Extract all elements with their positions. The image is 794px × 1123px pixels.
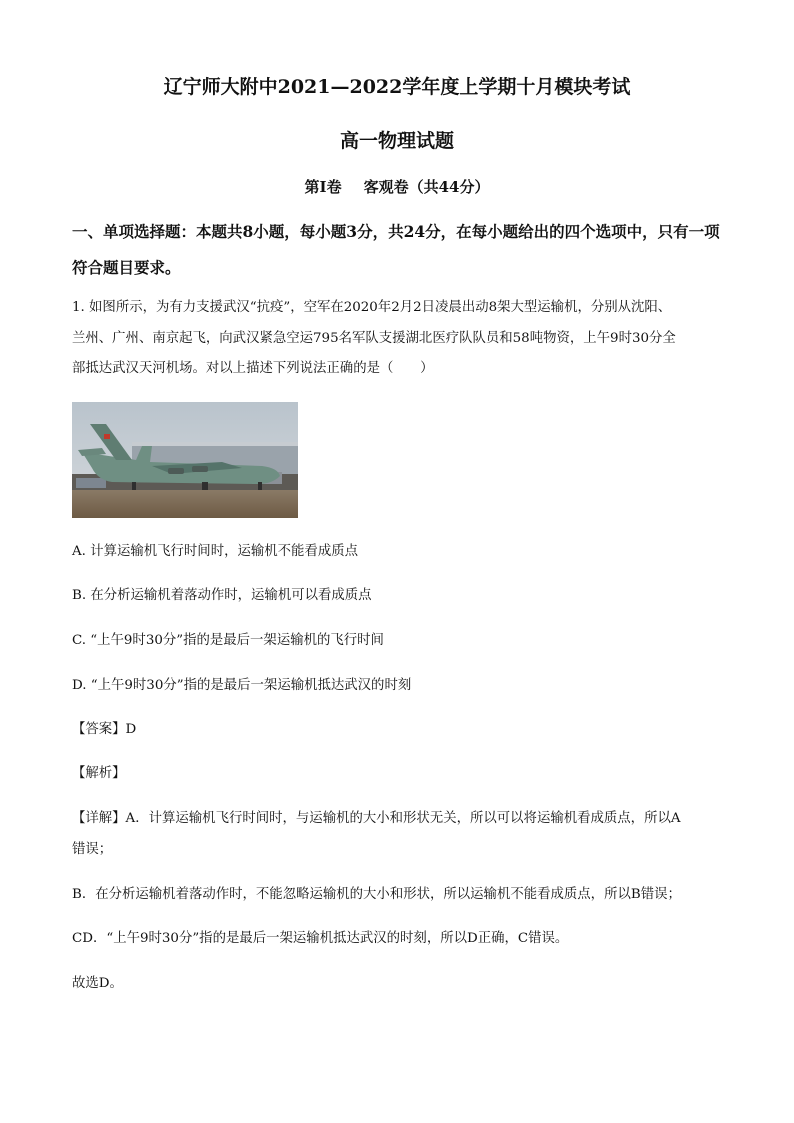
aircraft-image [72, 402, 298, 518]
question-stem-line: 部抵达武汉天河机场。对以上描述下列说法正确的是（ ） [72, 361, 434, 376]
analysis-label: 【解析】 [72, 766, 126, 781]
option-c: C. “上午9时30分”指的是最后一架运输机的飞行时间 [72, 633, 384, 648]
detail-line: CD．“上午9时30分”指的是最后一架运输机抵达武汉的时刻，所以D正确，C错误。 [72, 931, 569, 946]
answer: 【答案】D [72, 722, 137, 737]
volume-name: 客观卷（共44分） [363, 178, 490, 196]
exam-subtitle: 高一物理试题 [339, 130, 454, 152]
transport-aircraft-photo [72, 402, 298, 518]
option-a: A. 计算运输机飞行时间时，运输机不能看成质点 [72, 544, 358, 559]
question-stem-line: 1. 如图所示，为有力支援武汉“抗疫”，空军在2020年2月2日凌晨出动8架大型运输机，分别从沈阳、 [72, 300, 672, 315]
option-b: B. 在分析运输机着落动作时，运输机可以看成质点 [72, 588, 372, 603]
volume-heading [0, 176, 794, 197]
detail-line: 错误； [72, 842, 113, 857]
option-d: D. “上午9时30分”指的是最后一架运输机抵达武汉的时刻 [72, 678, 412, 693]
detail-line: 【详解】A．计算运输机飞行时间时，与运输机的大小和形状无关，所以可以将运输机看成质点，所以A [72, 811, 681, 826]
detail-line: B．在分析运输机着落动作时，不能忽略运输机的大小和形状，所以运输机不能看成质点，所以B错误； [72, 887, 681, 902]
exam-title: 辽宁师大附中2021—2022学年度上学期十月模块考试 [163, 76, 631, 98]
detail-line: 故选D。 [72, 976, 123, 991]
section-heading: 一、单项选择题：本题共8小题，每小题3分，共24分，在每小题给出的四个选项中，只有一项符合题目要求。 [72, 222, 720, 277]
question-stem-line: 兰州、广州、南京起飞，向武汉紧急空运795名军队支援湖北医疗队队员和58吨物资，上午9时30分全 [72, 331, 676, 346]
volume-label: 第Ⅰ卷 [304, 178, 342, 196]
